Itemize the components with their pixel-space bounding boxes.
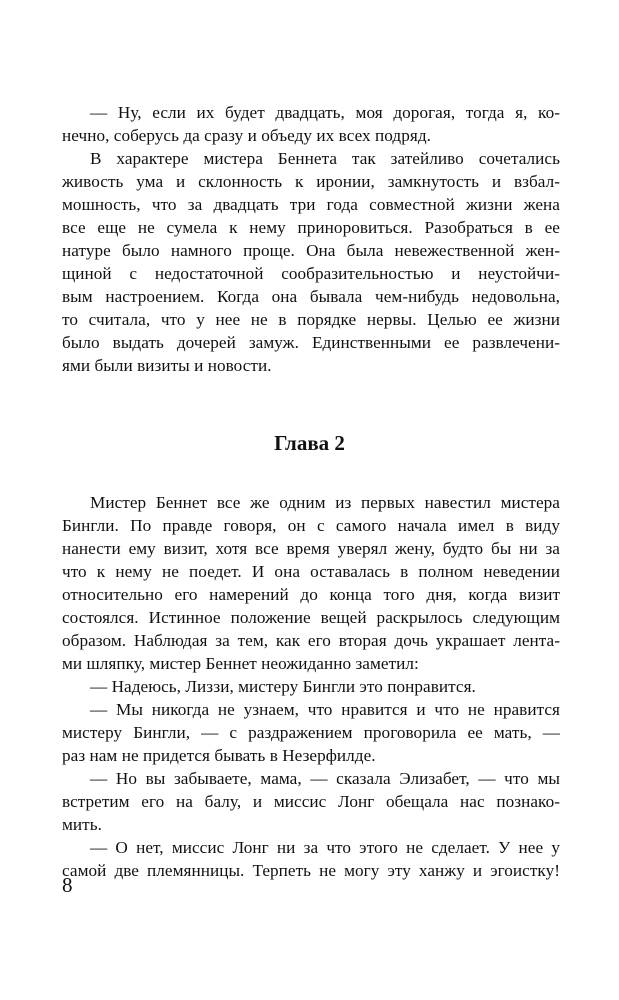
text-line: нечно, соберусь да сразу и объеду их всех подряд. bbox=[62, 126, 431, 145]
text-line: то считала, что у нее не в порядке нервы. Целью ее жизни bbox=[62, 310, 560, 329]
text-line: — О нет, миссис Лонг ни за что этого не сделает. У нее у bbox=[90, 838, 560, 857]
text-line: мистеру Бингли, — с раздражением проговорила ее мать, — bbox=[62, 723, 560, 742]
text-line: В характере мистера Беннета так затейливо сочетались bbox=[90, 149, 560, 168]
text-line: — Ну, если их будет двадцать, моя дорогая, тогда я, ко- bbox=[90, 103, 560, 122]
text-line: щиной с недостаточной сообразительностью и неустойчи- bbox=[62, 264, 560, 283]
text-line: самой две племянницы. Терпеть не могу эту ханжу и эгоистку! bbox=[62, 861, 560, 880]
text-line: раз нам не придется бывать в Незерфилде. bbox=[62, 746, 376, 765]
text-line: — Надеюсь, Лиззи, мистеру Бингли это понравится. bbox=[90, 677, 476, 696]
text-line: мошность, что за двадцать три года совместной жизни жена bbox=[62, 195, 560, 214]
page-number: 8 bbox=[62, 873, 73, 897]
text-line: вым настроением. Когда она бывала чем-нибудь недовольна, bbox=[62, 287, 560, 306]
text-line: образом. Наблюдая за тем, как его вторая дочь украшает лента- bbox=[62, 631, 560, 650]
text-line: ями были визиты и новости. bbox=[62, 356, 272, 375]
text-line: относительно его намерений до конца того дня, когда визит bbox=[62, 585, 560, 604]
text-line: Бингли. По правде говоря, он с самого начала имел в виду bbox=[62, 516, 560, 535]
text-line: все еще не сумела к нему приноровиться. Разобраться в ее bbox=[62, 218, 560, 237]
text-line: встретим его на балу, и миссис Лонг обещала нас познако- bbox=[62, 792, 560, 811]
text-line: ми шляпку, мистер Беннет неожиданно заметил: bbox=[62, 654, 419, 673]
text-line: что к нему не поедет. И она оставалась в полном неведении bbox=[62, 562, 560, 581]
chapter-title: Глава 2 bbox=[274, 431, 345, 455]
text-line: мить. bbox=[62, 815, 102, 834]
text-line: — Но вы забываете, мама, — сказала Элизабет, — что мы bbox=[90, 769, 560, 788]
text-line: — Мы никогда не узнаем, что нравится и что не нравится bbox=[90, 700, 560, 719]
text-line: живость ума и склонность к иронии, замкнутость и взбал- bbox=[62, 172, 560, 191]
text-line: было выдать дочерей замуж. Единственными ее развлечени- bbox=[62, 333, 560, 352]
text-line: натуре было намного проще. Она была невежественной жен- bbox=[62, 241, 560, 260]
text-line: состоялся. Истинное положение вещей раскрылось следующим bbox=[62, 608, 560, 627]
text-line: нанести ему визит, хотя все время уверял жену, будто бы ни за bbox=[62, 539, 560, 558]
text-line: Мистер Беннет все же одним из первых навестил мистера bbox=[90, 493, 560, 512]
